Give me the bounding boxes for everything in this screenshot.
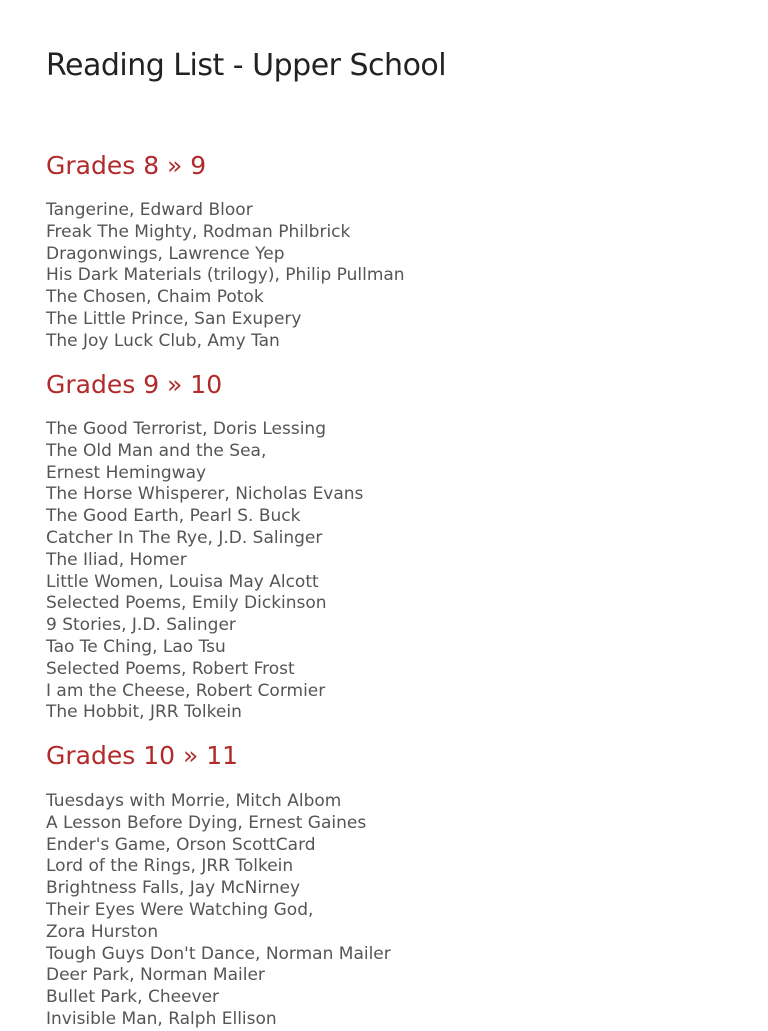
book-item: Brightness Falls, Jay McNirney [46, 878, 301, 899]
book-item: His Dark Materials (trilogy), Philip Pullman [46, 265, 405, 286]
page-title: Reading List - Upper School [46, 48, 447, 83]
book-item: The Iliad, Homer [46, 549, 187, 570]
book-item: Freak The Mighty, Rodman Philbrick [46, 221, 351, 242]
book-item: Ernest Hemingway [46, 462, 207, 483]
book-list-grades-10-11 [46, 791, 391, 1031]
section-heading-grades-10-11: Grades 10 » 11 [46, 741, 239, 770]
book-item: The Hobbit, JRR Tolkein [46, 702, 242, 723]
book-item: Selected Poems, Emily Dickinson [46, 593, 327, 614]
book-item: Tao Te Ching, Lao Tsu [46, 636, 226, 657]
book-item: Dragonwings, Lawrence Yep [46, 243, 285, 264]
book-item: Ender's Game, Orson ScottCard [46, 834, 316, 855]
book-item: A Lesson Before Dying, Ernest Gaines [46, 812, 367, 833]
book-item: Zora Hurston [46, 921, 159, 942]
section-heading-grades-9-10: Grades 9 » 10 [46, 370, 223, 399]
book-item: The Horse Whisperer, Nicholas Evans [46, 484, 364, 505]
book-item: Lord of the Rings, JRR Tolkein [46, 856, 294, 877]
book-item: Catcher In The Rye, J.D. Salinger [46, 527, 323, 548]
book-list-grades-8-9 [46, 200, 405, 353]
book-item: The Good Terrorist, Doris Lessing [46, 419, 326, 439]
book-item: Invisible Man, Ralph Ellison [46, 1008, 277, 1029]
book-item: The Good Earth, Pearl S. Buck [46, 506, 301, 527]
book-item: The Chosen, Chaim Potok [46, 287, 264, 308]
section-heading-grades-8-9: Grades 8 » 9 [46, 151, 207, 180]
book-item: Bullet Park, Cheever [46, 987, 220, 1008]
book-list-grades-9-10 [46, 419, 363, 724]
book-item: I am the Cheese, Robert Cormier [46, 680, 326, 701]
book-item: Tangerine, Edward Bloor [46, 200, 253, 220]
book-item: The Little Prince, San Exupery [46, 308, 302, 329]
book-item: Deer Park, Norman Mailer [46, 965, 265, 986]
book-item: The Old Man and the Sea, [46, 440, 267, 461]
book-item: Their Eyes Were Watching God, [46, 899, 314, 920]
book-item: Selected Poems, Robert Frost [46, 658, 295, 679]
book-item: Tuesdays with Morrie, Mitch Albom [46, 791, 342, 811]
book-item: 9 Stories, J.D. Salinger [46, 615, 236, 636]
book-item: Tough Guys Don't Dance, Norman Mailer [46, 943, 391, 964]
book-item: The Joy Luck Club, Amy Tan [46, 330, 280, 351]
book-item: Little Women, Louisa May Alcott [46, 571, 319, 592]
